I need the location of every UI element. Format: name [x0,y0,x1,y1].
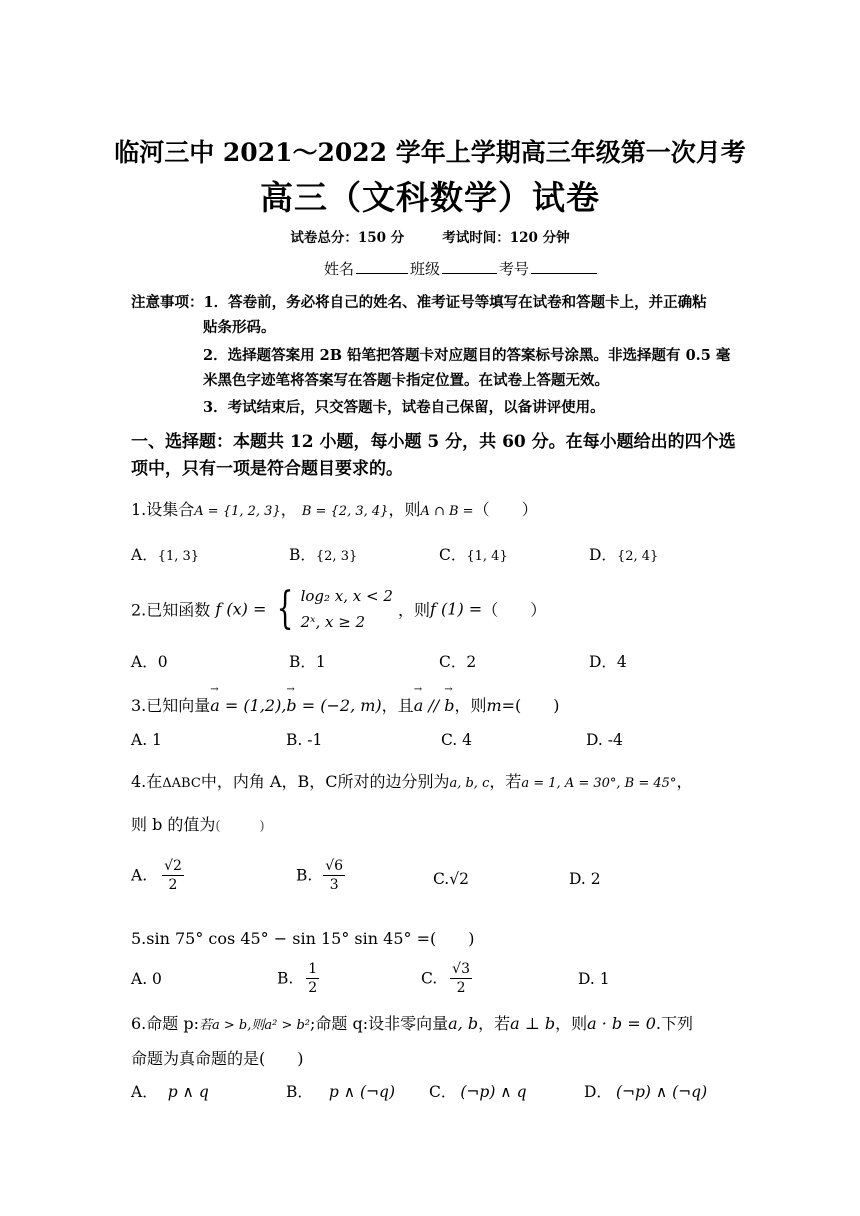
q2-mid: ，则 [398,600,431,620]
name-blank [356,259,408,274]
q5-prefix: 5. [131,929,147,948]
q1-prefix: 1.设集合 [131,500,195,519]
question-4-line2 [131,812,265,835]
q3-vec-a: → a [210,696,220,715]
notes-item2-line1: 2．选择题答案用 2B 铅笔把答题卡对应题目的答案标号涂黑。非选择题有 0.5 毫 [203,347,731,364]
q5-expr: sin 75° cos 45° − sin 15° sin 45° = [146,929,430,948]
total-score: 试卷总分：150 分 [290,230,405,246]
q3-mid2: ，则 [454,696,487,715]
q1-sep: ， [280,500,297,519]
name-label: 姓名 [324,260,355,278]
q3-m: m [486,696,502,715]
q6-mid: ;命题 q:设非零向量 [310,1014,449,1033]
q1-option-d: D．{2, 4} [589,546,659,564]
q2-case1: log₂ x, x < 2 [300,587,393,605]
notes-label: 注意事项： [131,294,204,311]
q4-mid2: ，若 [489,772,522,791]
q2-cases [301,583,393,635]
q5-option-a: A. 0 [131,970,162,988]
notes-item1 [131,290,707,315]
q6-option-a: A． p ∧ q [131,1083,209,1101]
q4-prefix: 4.在 [131,772,163,791]
q4-paren: ( ) [215,819,265,834]
q1-option-a: A．{1, 3} [131,546,200,564]
q3-mid: ，且 [381,696,414,715]
question-3: 3.已知向量→ a = (1,2),→ b = (−2, m)，且→ a // → b，则m=( ) [131,693,560,716]
q1-set-a: A = {1, 2, 3} [194,504,281,519]
q2-prefix: 2.已知函数 [131,600,211,620]
q6-perp: a ⊥ b [510,1014,556,1033]
number-label: 考号 [499,260,530,278]
q2-option-d: D．4 [589,653,627,671]
student-info-fields [324,258,599,279]
q2-option-a: A．0 [131,653,168,671]
question-6 [131,1011,693,1034]
q1-mid: ，则 [388,500,421,519]
q5-option-d: D. 1 [578,970,610,988]
q2-option-c: C．2 [439,653,477,671]
question-2 [131,583,546,635]
notes-item1-line1: 1．答卷前，务必将自己的姓名、准考证号等填写在试卷和答题卡上，并正确粘 [203,294,707,311]
q2-fx: f (x) = [215,599,267,619]
q1-option-c: C．{1, 4} [439,546,508,564]
q6-dot: a · b = 0 [587,1014,656,1033]
q4-option-c: C.√2 [433,870,469,888]
exam-meta [0,226,860,246]
question-4 [131,769,692,792]
notes-item1-line2: 贴条形码。 [203,319,276,336]
q2-brace: { [277,583,294,634]
q2-option-b: B．1 [289,653,326,671]
q5-option-c: C. $\frac{√3}{2}$ [421,961,470,996]
q3-option-c: C. 4 [441,731,473,749]
q3-b-value: = (−2, m) [296,696,382,715]
exam-school-title: 临河三中 2021～2022 学年上学期高三年级第一次月考 [114,138,746,167]
q5-option-b: B. $\frac{1}{2}$ [277,961,318,996]
q6-option-d: D． (¬p) ∧ (¬q) [584,1083,708,1101]
q3-a-value: = (1,2), [219,696,287,715]
q2-tail: （ ） [482,600,547,620]
q4-mid: 中，内角 A，B，C所对的边分别为 [200,772,450,791]
q4-option-a: A. $\frac{√2}{2}$ [131,858,182,893]
q4-line2: 则 b 的值为 [131,815,216,834]
q3-option-a: A. 1 [131,731,162,749]
q4-option-d: D. 2 [569,870,601,888]
q5-tail: ( ) [430,929,475,948]
notes-item2-line2: 米黑色字迹笔将答案写在答题卡指定位置。在试卷上答题无效。 [203,372,609,389]
q3-prefix: 3.已知向量 [131,696,211,715]
q6-prefix: 6.命题 p: [131,1014,199,1033]
exam-time: 考试时间：120 分钟 [442,230,570,246]
q1-tail: （ ） [473,500,538,519]
q6-line2: 命题为真命题的是( ) [131,1049,304,1068]
q3-option-b: B. -1 [286,731,323,749]
q6-mid3: ，则 [555,1014,588,1033]
question-5 [131,926,475,949]
q6-p-text: 若a > b,则a² > b² [199,1018,311,1033]
q6-vecs: a, b [448,1014,479,1033]
class-blank [442,259,497,274]
q3-option-d: D. -4 [586,731,623,749]
section1-heading-line1: 一、选择题：本题共 12 小题，每小题 5 分，共 60 分。在每小题给出的四个选 [131,432,736,452]
q3-vec-b: → b [286,696,296,715]
q6-option-c: C． (¬p) ∧ q [429,1083,527,1101]
exam-subject-title: 高三（文科数学）试卷 [260,178,600,217]
q3-parallel: // [423,696,445,715]
notes-item3: 3．考试结束后，只交答题卡，试卷自己保留，以备讲评使用。 [203,399,605,416]
q6-tail: .下列 [655,1014,694,1033]
q4-option-b: B. $\frac{√6}{3}$ [296,858,344,893]
class-label: 班级 [410,260,441,278]
q2-f1: f (1) = [430,599,483,619]
q1-expr: A ∩ B = [420,504,474,519]
q4-condition: a = 1, A = 30°, B = 45° [521,776,677,791]
q1-set-b: B = {2, 3, 4} [301,504,389,519]
q3-tail: =( ) [501,696,560,715]
q4-triangle: ΔABC [162,776,201,791]
q4-tail: ， [676,772,693,791]
section1-heading-line2: 项中，只有一项是符合题目要求的。 [131,459,403,479]
q6-option-b: B． p ∧ (¬q) [286,1083,396,1101]
question-1 [131,497,538,520]
q6-mid2: ，若 [478,1014,511,1033]
q4-sides: a, b, c [449,776,490,791]
q1-option-b: B．{2, 3} [289,546,358,564]
number-blank [531,259,597,274]
q2-case2: 2ˣ, x ≥ 2 [300,613,366,631]
